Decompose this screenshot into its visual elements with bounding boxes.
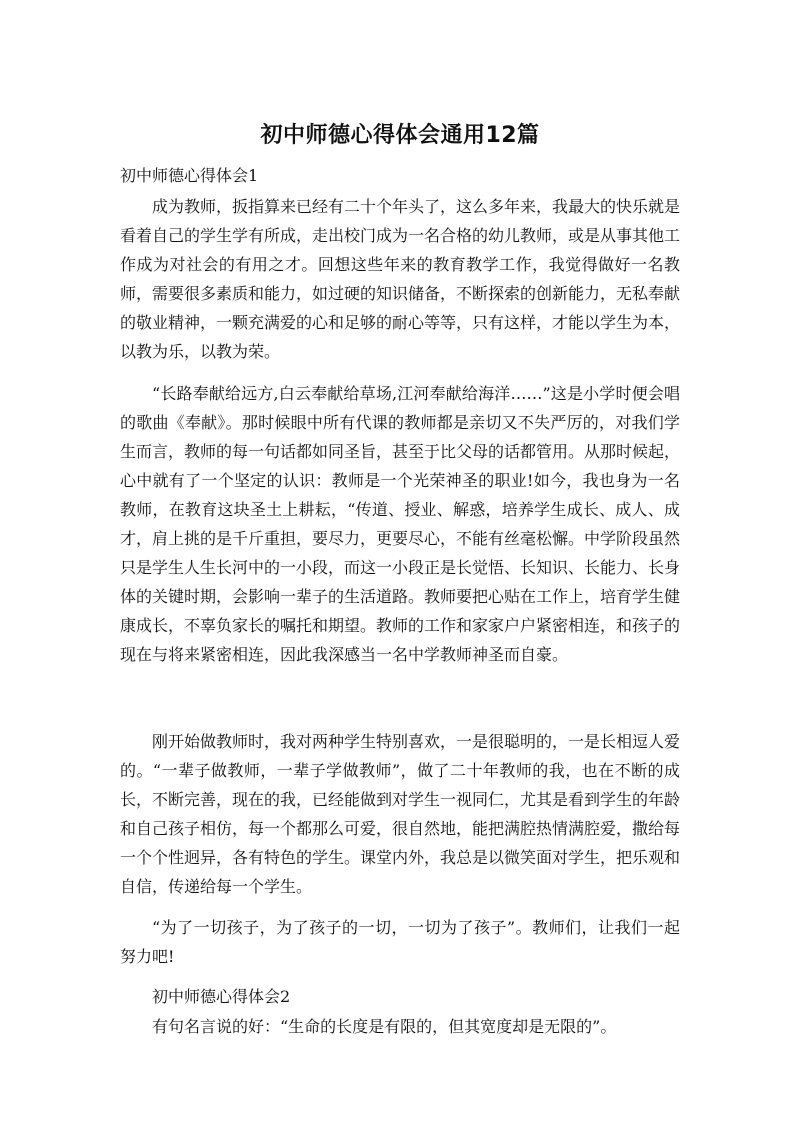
section-heading-2: 初中师德心得体会2: [152, 987, 291, 1006]
paragraph-1: 成为教师，扳指算来已经有二十个年头了，这么多年来，我最大的快乐就是看着自己的学生学有所成，走出校门成为一名合格的幼儿教师，或是从事其他工作成为对社会的有用之才。回想这些年来的教育教学工作，我觉得做好一名教师，需要很多素质和能力，如过硬的知识储备，不断探索的创新能力，无私奉献的敬业精神，一颗充满爱的心和足够的耐心等等，只有这样，才能以学生为本，以教为乐，以教为荣。: [120, 197, 681, 361]
paragraph-4: “为了一切孩子，为了孩子的一切，一切为了孩子”。教师们，让我们一起努力吧!: [120, 918, 680, 966]
document-title: 初中师德心得体会通用12篇: [260, 123, 540, 148]
paragraph-5: 有句名言说的好：“生命的长度是有限的，但其宽度却是无限的”。: [152, 1017, 617, 1036]
paragraph-3: 刚开始做教师时，我对两种学生特别喜欢，一是很聪明的，一是长相逗人爱的。“一辈子做教师，一辈子学做教师”，做了二十年教师的我，也在不断的成长，不断完善，现在的我，已经能做到对学生一视同仁，尤其是看到学生的年龄和自己孩子相仿，每一个都那么可爱，很自然地，能把满腔热情满腔爱，撒给每一个个性迥异，各有特色的学生。课堂内外，我总是以微笑面对学生，把乐观和自信，传递给每一个学生。: [120, 732, 681, 896]
paragraph-2: “长路奉献给远方,白云奉献给草场,江河奉献给海洋……”这是小学时便会唱的歌曲《奉献》。那时候眼中所有代课的教师都是亲切又不失严厉的，对我们学生而言，教师的每一句话都如同圣旨，甚至于比父母的话都管用。从那时候起，心中就有了一个坚定的认识：教师是一个光荣神圣的职业!如今，我也身为一名教师，在教育这块圣土上耕耘，“传道、授业、解惑，培养学生成长、成人、成才，肩上挑的是千斤重担，要尽力，更要尽心，不能有丝毫松懈。中学阶段虽然只是学生人生长河中的一小段，而这一小段正是长觉悟、长知识、长能力、长身体的关键时期，会影响一辈子的生活道路。教师要把心贴在工作上，培育学生健康成长，不辜负家长的嘱托和期望。教师的工作和家家户户紧密相连，和孩子的现在与将来紧密相连，因此我深感当一名中学教师神圣而自豪。: [120, 384, 681, 664]
section-heading-1: 初中师德心得体会1: [120, 166, 259, 185]
